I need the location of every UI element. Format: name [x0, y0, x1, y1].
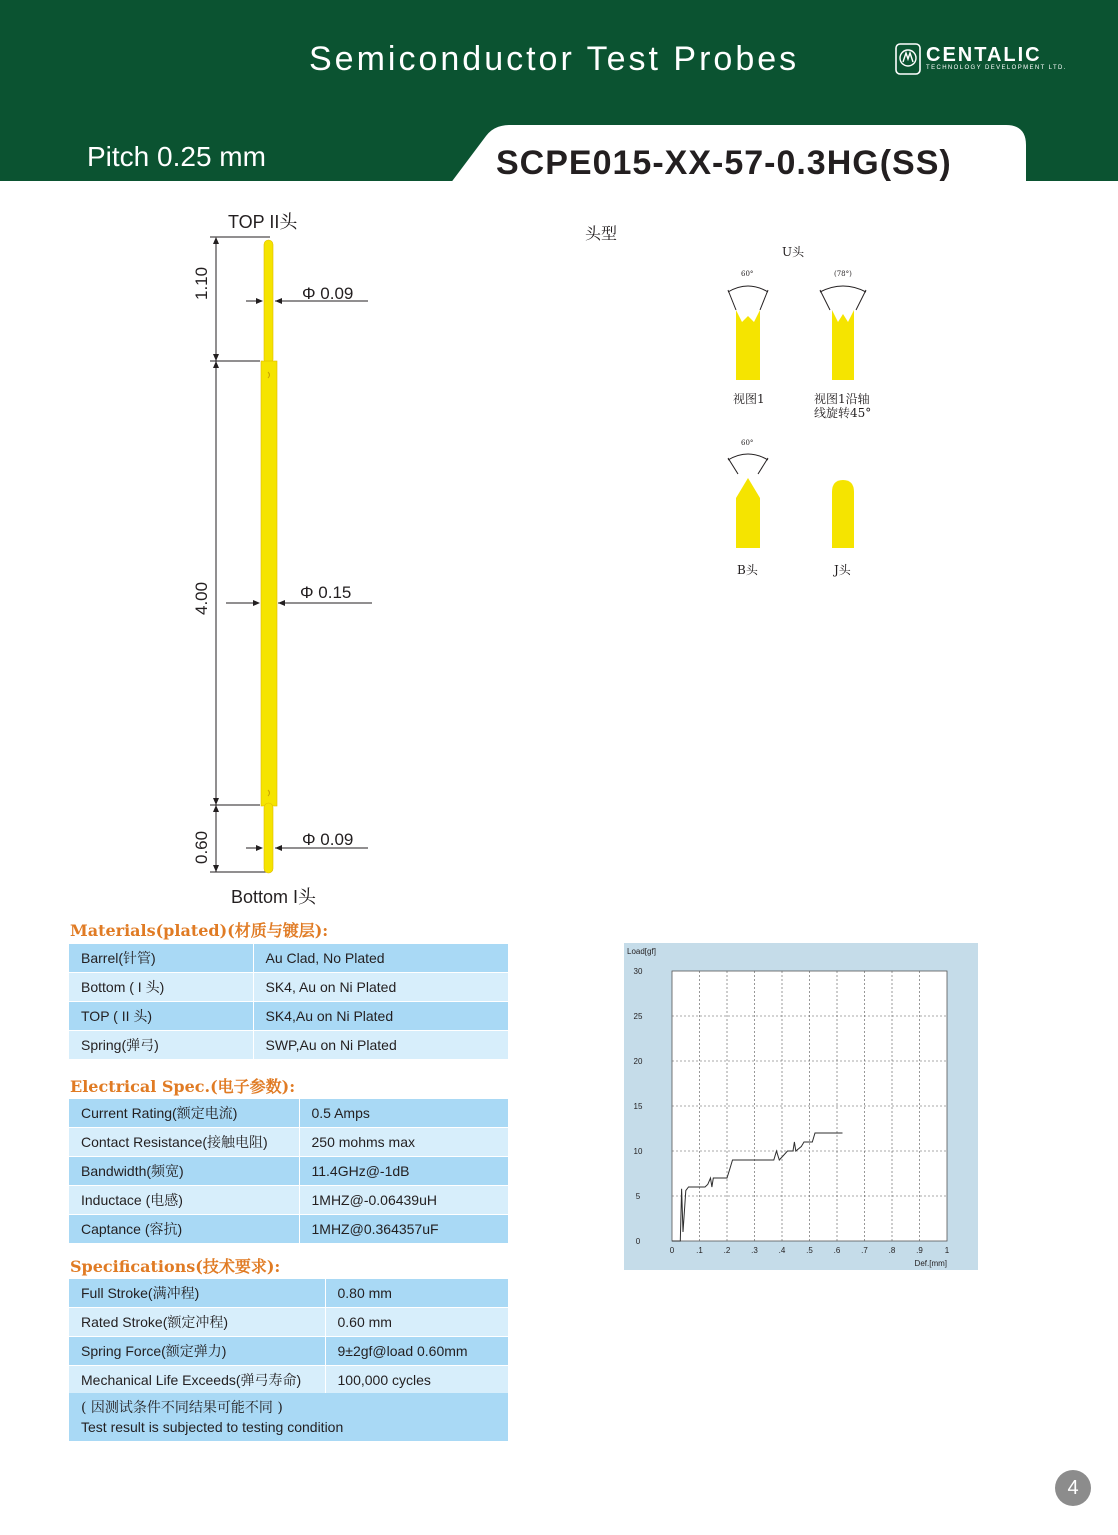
table-row: [69, 1031, 508, 1060]
u-head-title: U头: [782, 245, 805, 259]
materials-table: [69, 944, 508, 1060]
test-condition-note: [69, 1393, 508, 1441]
note-line-cn: ( 因测试条件不同结果可能不同 ): [81, 1400, 283, 1416]
b-head-label: B头: [737, 563, 758, 577]
electrical-key: Inductace (电感): [69, 1186, 299, 1215]
x-tick-label: .4: [778, 1246, 786, 1255]
x-axis-label: Def.[mm]: [914, 1259, 947, 1268]
table-row: [69, 1099, 508, 1128]
spec-value: 9±2gf@load 0.60mm: [325, 1337, 508, 1366]
electrical-key: Bandwidth(频宽): [69, 1157, 299, 1186]
material-value: SK4,Au on Ni Plated: [253, 1002, 508, 1031]
table-row: [69, 1215, 508, 1244]
view1-label: 视图1: [733, 392, 765, 406]
material-key: Spring(弹弓): [69, 1031, 253, 1060]
probe-drawing: [180, 200, 400, 890]
x-tick-label: .5: [806, 1246, 813, 1255]
material-value: SK4, Au on Ni Plated: [253, 973, 508, 1002]
view1-rotated-label-1: 视图1沿轴: [814, 392, 870, 406]
barrel-length-label: 4.00: [192, 581, 211, 615]
y-axis-label: Load[gf]: [627, 947, 656, 956]
material-value: Au Clad, No Plated: [253, 944, 508, 973]
specifications-heading: Specifications(技术要求):: [70, 1257, 281, 1276]
b-head-icon: [736, 478, 760, 548]
table-row: [69, 1279, 508, 1308]
angle-u-view1: 60°: [741, 270, 754, 278]
electrical-heading: Electrical Spec.(电子参数):: [70, 1077, 296, 1096]
electrical-value: 0.5 Amps: [299, 1099, 508, 1128]
material-key: TOP ( II 头): [69, 1002, 253, 1031]
probe-top-plunger: [264, 240, 273, 364]
x-tick-label: .1: [696, 1246, 703, 1255]
x-tick-label: .8: [888, 1246, 896, 1255]
barrel-diameter-label: Φ 0.15: [300, 583, 352, 602]
u-head-rotated-icon: [832, 310, 854, 380]
electrical-key: Contact Resistance(接触电阻): [69, 1128, 299, 1157]
page-title: Semiconductor Test Probes: [309, 40, 800, 78]
angle-b-head: 60°: [741, 439, 754, 447]
y-tick-label: 20: [633, 1057, 643, 1066]
spec-value: 0.60 mm: [325, 1308, 508, 1337]
j-head-icon: [832, 480, 854, 548]
probe-bottom-plunger: [264, 803, 273, 873]
note-line-en: Test result is subjected to testing condition: [81, 1419, 344, 1435]
top-length-label: 1.10: [192, 266, 211, 300]
table-row: [69, 944, 508, 973]
logo-subtitle: TECHNOLOGY DEVELOPMENT LTD.: [926, 65, 1067, 71]
y-tick-label: 5: [635, 1192, 641, 1201]
electrical-key: Current Rating(额定电流): [69, 1099, 299, 1128]
material-key: Barrel(针管): [69, 944, 253, 973]
electrical-value: 250 mohms max: [299, 1128, 508, 1157]
probe-barrel: [261, 361, 277, 806]
view1-rotated-label-2: 线旋转45°: [814, 406, 872, 420]
material-key: Bottom ( I 头): [69, 973, 253, 1002]
top-head-label: TOP II头: [228, 212, 298, 232]
table-row: [69, 1002, 508, 1031]
electrical-table: [69, 1099, 508, 1244]
x-tick-label: 1: [944, 1246, 950, 1255]
table-row: [69, 1128, 508, 1157]
angle-u-rotated: (78°): [834, 270, 852, 278]
table-row: [69, 1186, 508, 1215]
bottom-length-label: 0.60: [192, 830, 211, 864]
table-row: [69, 1308, 508, 1337]
x-tick-label: .2: [723, 1246, 731, 1255]
head-types-title: 头型: [585, 224, 618, 243]
j-head-label: J头: [834, 563, 851, 577]
table-row: [69, 1157, 508, 1186]
y-tick-label: 15: [633, 1102, 643, 1111]
electrical-value: 1MHZ@-0.06439uH: [299, 1186, 508, 1215]
x-tick-label: 0: [669, 1246, 675, 1255]
spec-key: Rated Stroke(额定冲程): [69, 1308, 325, 1337]
pitch-label: Pitch 0.25 mm: [87, 141, 266, 172]
y-tick-label: 25: [633, 1012, 643, 1021]
bottom-diameter-label: Φ 0.09: [302, 830, 354, 849]
y-tick-label: 10: [633, 1147, 643, 1156]
top-diameter-label: Φ 0.09: [302, 284, 354, 303]
materials-heading: Materials(plated)(材质与镀层):: [70, 921, 329, 940]
spec-value: 100,000 cycles: [325, 1366, 508, 1395]
load-deflection-chart: [624, 943, 978, 1270]
bottom-head-label: Bottom I头: [231, 887, 317, 907]
specifications-table: [69, 1279, 508, 1395]
x-tick-label: .9: [916, 1246, 923, 1255]
material-value: SWP,Au on Ni Plated: [253, 1031, 508, 1060]
model-number: SCPE015-XX-57-0.3HG(SS): [496, 144, 952, 182]
y-tick-label: 0: [635, 1237, 641, 1246]
y-tick-label: 30: [633, 967, 643, 976]
electrical-value: 11.4GHz@-1dB: [299, 1157, 508, 1186]
spec-key: Mechanical Life Exceeds(弹弓寿命): [69, 1366, 325, 1395]
x-tick-label: .6: [833, 1246, 841, 1255]
electrical-key: Captance (容抗): [69, 1215, 299, 1244]
chart-svg: [624, 943, 978, 1270]
spec-value: 0.80 mm: [325, 1279, 508, 1308]
x-tick-label: .3: [751, 1246, 758, 1255]
electrical-value: 1MHZ@0.364357uF: [299, 1215, 508, 1244]
u-head-view1-icon: [736, 310, 760, 380]
page-number: 4: [1055, 1470, 1091, 1506]
x-tick-label: .7: [861, 1246, 868, 1255]
logo: [894, 42, 1094, 78]
table-row: [69, 973, 508, 1002]
table-row: [69, 1366, 508, 1395]
logo-icon: [894, 42, 922, 76]
spec-key: Full Stroke(满冲程): [69, 1279, 325, 1308]
table-row: [69, 1337, 508, 1366]
spec-key: Spring Force(额定弹力): [69, 1337, 325, 1366]
logo-name: CENTALIC: [926, 44, 1042, 66]
